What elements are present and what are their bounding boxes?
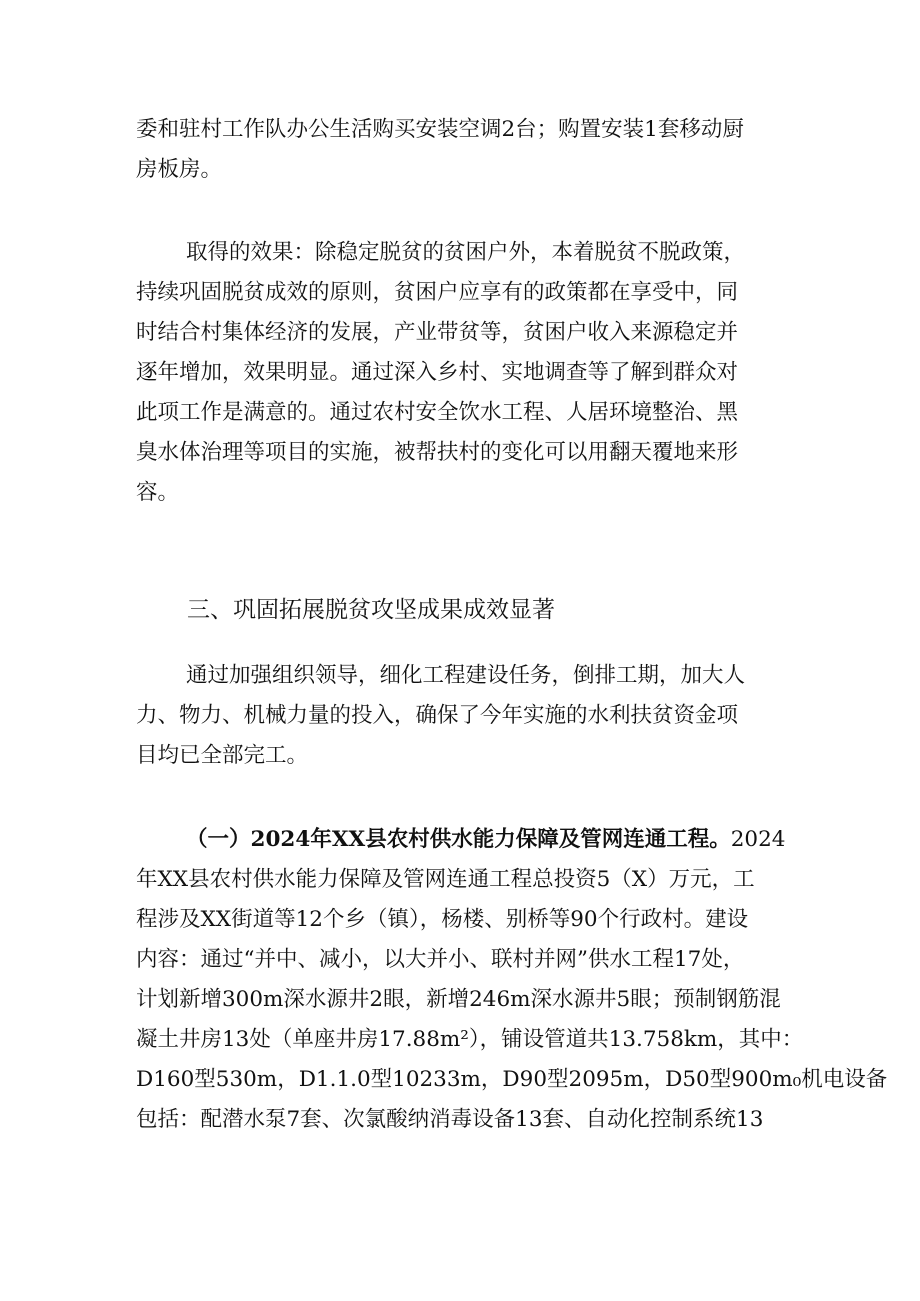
text-line-first [136, 820, 796, 860]
text-line: 计划新增300m深水源井2眼，新增246m深水源井5眼；预制钢筋混 [136, 987, 781, 1012]
text-line: 持续巩固脱贫成效的原则，贫困户应享有的政策都在享受中，同 [136, 280, 739, 305]
text-line: 程涉及XX街道等12个乡（镇），杨楼、别桥等90个行政村。建设 [136, 907, 749, 932]
text-line: 内容：通过“并中、减小，以大并小、联村并网”供水工程17处， [136, 947, 745, 972]
section-heading: 三、巩固拓展脱贫攻坚成果成效显著 [187, 597, 555, 623]
paragraph-4 [136, 820, 888, 1140]
text-line: 委和驻村工作队办公生活购买安装空调2台；购置安装1套移动厨 [136, 117, 744, 142]
text-line: 逐年增加，效果明显。通过深入乡村、实地调查等了解到群众对 [136, 360, 739, 385]
paragraph-2 [136, 233, 796, 513]
text-line: 年XX县农村供水能力保障及管网连通工程总投资5（X）万元，工 [136, 867, 755, 892]
bold-lead-text: （一）2024年XX县农村供水能力保障及管网连通工程。 [186, 827, 731, 852]
text-line: 时结合村集体经济的发展，产业带贫等，贫困户收入来源稳定并 [136, 320, 739, 345]
paragraph-1 [136, 110, 796, 190]
text-line: 包括：配潜水泵7套、次氯酸纳消毒设备13套、自动化控制系统13 [136, 1107, 764, 1132]
text-line: 此项工作是满意的。通过农村安全饮水工程、人居环境整治、黑 [136, 400, 739, 425]
paragraph-3 [136, 656, 796, 776]
text-line: 通过加强组织领导，细化工程建设任务，倒排工期，加大人 [186, 663, 746, 688]
text-line: 力、物力、机械力量的投入，确保了今年实施的水利扶贫资金项 [136, 703, 739, 728]
text-line: D160型530m，D1.1.0型10233m，D90型2095m，D50型900m₀机电设备 [136, 1067, 888, 1092]
text-line: 取得的效果：除稳定脱贫的贫困户外，本着脱贫不脱政策， [186, 240, 746, 265]
text-line: 臭水体治理等项目的实施，被帮扶村的变化可以用翻天覆地来形 [136, 440, 739, 465]
text-line: 凝土井房13处（单座井房17.88m²），铺设管道共13.758km，其中： [136, 1027, 804, 1052]
text-line: 房板房。 [136, 157, 223, 182]
text-line: 容。 [136, 480, 180, 505]
text-line: 目均已全部完工。 [136, 743, 309, 768]
lead-rest-text: 2024 [730, 827, 786, 852]
